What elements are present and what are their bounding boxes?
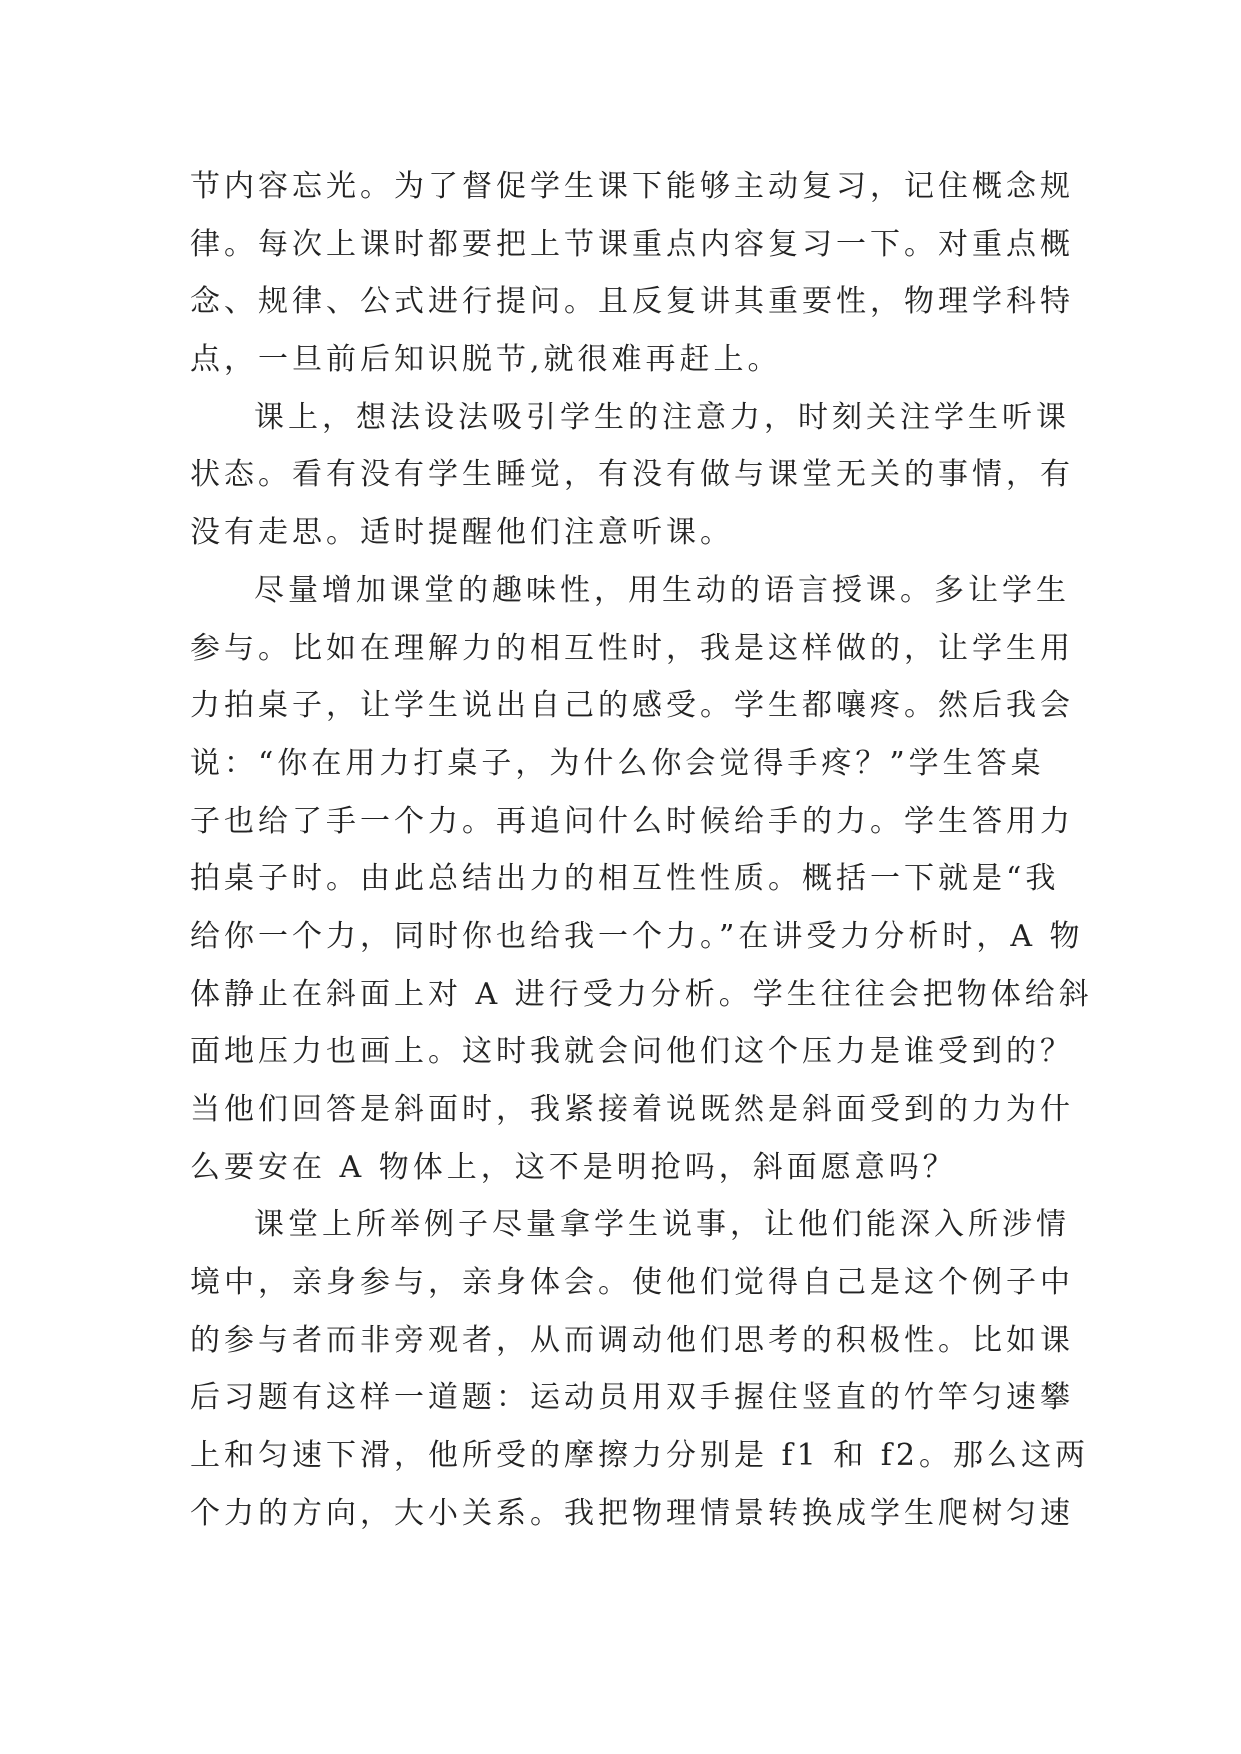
body-text	[190, 158, 1093, 1543]
text-line: 状态。看有没有学生睡觉，有没有做与课堂无关的事情，有	[190, 457, 1074, 493]
text-line: 给你一个力，同时你也给我一个力。”在讲受力分析时，A 物	[190, 918, 1084, 954]
text-line: 力拍桌子，让学生说出自己的感受。学生都嚷疼。然后我会	[190, 688, 1074, 724]
text-line: 说：“你在用力打桌子，为什么你会觉得手疼？”学生答桌	[190, 745, 1045, 781]
text-line: 的参与者而非旁观者，从而调动他们思考的积极性。比如课	[190, 1322, 1074, 1358]
text-line: 子也给了手一个力。再追问什么时候给手的力。学生答用力	[190, 803, 1074, 839]
paragraph-first-line: 尽量增加课堂的趣味性，用生动的语言授课。多让学生	[254, 572, 1070, 608]
text-line: 境中，亲身参与，亲身体会。使他们觉得自己是这个例子中	[190, 1265, 1074, 1301]
paragraph-first-line: 课上，想法设法吸引学生的注意力，时刻关注学生听课	[254, 399, 1070, 435]
text-line: 后习题有这样一道题：运动员用双手握住竖直的竹竿匀速攀	[190, 1380, 1074, 1416]
text-line: 当他们回答是斜面时，我紧接着说既然是斜面受到的力为什	[190, 1092, 1074, 1127]
text-line: 个力的方向，大小关系。我把物理情景转换成学生爬树匀速	[190, 1495, 1074, 1531]
text-line: 点，一旦前后知识脱节,就很难再赶上。	[190, 342, 782, 378]
paragraph-first-line: 课堂上所举例子尽量拿学生说事，让他们能深入所涉情	[254, 1207, 1070, 1243]
text-line: 没有走思。适时提醒他们注意听课。	[190, 515, 734, 551]
text-line: 节内容忘光。为了督促学生课下能够主动复习，记住概念规	[190, 169, 1074, 204]
text-line: 么要安在 A 物体上，这不是明抢吗，斜面愿意吗？	[190, 1149, 957, 1185]
text-line: 拍桌子时。由此总结出力的相互性性质。概括一下就是“我	[190, 861, 1060, 897]
text-line: 参与。比如在理解力的相互性时，我是这样做的，让学生用	[190, 630, 1074, 666]
text-line: 上和匀速下滑，他所受的摩擦力分别是 f1 和 f2。那么这两	[190, 1438, 1089, 1474]
text-line: 律。每次上课时都要把上节课重点内容复习一下。对重点概	[190, 226, 1074, 262]
text-line: 念、规律、公式进行提问。且反复讲其重要性，物理学科特	[190, 284, 1074, 320]
text-line: 面地压力也画上。这时我就会问他们这个压力是谁受到的？	[190, 1034, 1074, 1070]
text-line: 体静止在斜面上对 A 进行受力分析。学生往往会把物体给斜	[190, 976, 1093, 1012]
